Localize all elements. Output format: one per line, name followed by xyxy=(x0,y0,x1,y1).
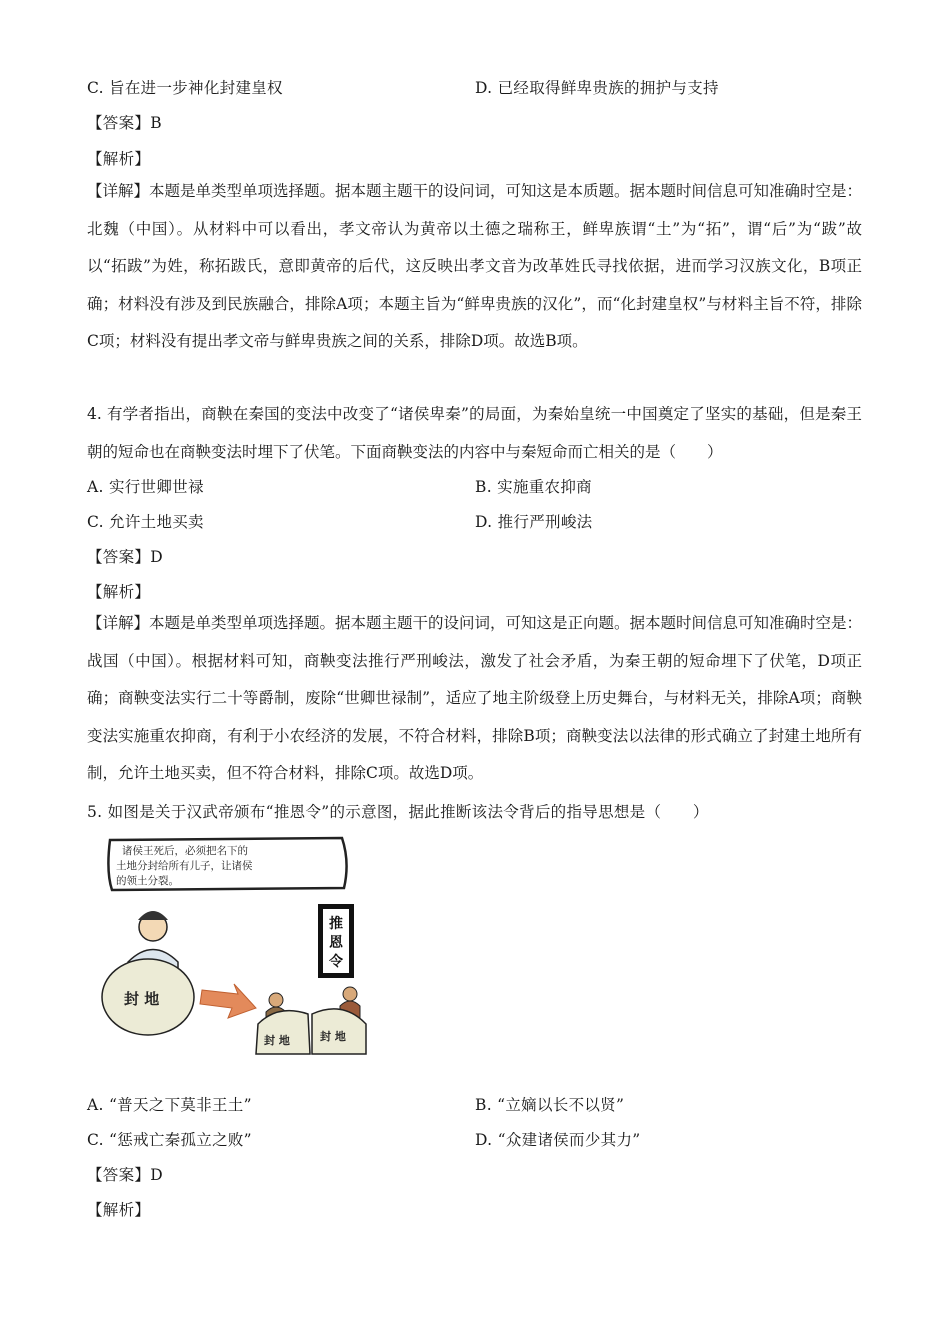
q4-option-c: C. 允许土地买卖 xyxy=(87,513,204,531)
q3-option-d: D. 已经取得鲜卑贵族的拥护与支持 xyxy=(475,79,719,97)
plaque-text: 推恩令 xyxy=(329,916,343,970)
q4-answer: 【答案】D xyxy=(87,548,163,566)
q5-option-a: A. “普天之下莫非王土” xyxy=(87,1096,252,1114)
q5-option-b: B. “立嫡以长不以贤” xyxy=(475,1096,625,1114)
q3-option-c: C. 旨在进一步神化封建皇权 xyxy=(87,79,283,97)
q5-option-d: D. “众建诸侯而少其力” xyxy=(475,1131,641,1149)
q5-analysis-label: 【解析】 xyxy=(87,1201,151,1219)
q5-stem: 5. 如图是关于汉武帝颁布“推恩令”的示意图，据此推断该法令背后的指导思想是（ ） xyxy=(87,803,709,821)
q5-answer: 【答案】D xyxy=(87,1166,163,1184)
q5-option-c: C. “惩戒亡秦孤立之败” xyxy=(87,1131,252,1149)
small-land-left-label: 封 地 xyxy=(264,1034,290,1047)
q4-analysis-label: 【解析】 xyxy=(87,583,151,601)
speech-bubble-text: 诸侯王死后，必须把名下的 土地分封给所有儿子，让诸侯 的领土分裂。 xyxy=(116,845,253,887)
q4-stem: 4. 有学者指出，商鞅在秦国的变法中改变了“诸侯卑秦”的局面，为秦始皇统一中国奠定了坚实的基础，但是秦王朝的短命也在商鞅变法时埋下了伏笔。下面商鞅变法的内容中与秦短命而亡相关的是（ ） xyxy=(87,405,862,461)
q4-option-b: B. 实施重农抑商 xyxy=(475,478,592,496)
q3-answer: 【答案】B xyxy=(87,114,162,132)
q3-detail: 【详解】本题是单类型单项选择题。据本题主题干的设问词，可知这是本质题。据本题时间信息可知准确时空是：北魏（中国）。从材料中可以看出，孝文帝认为黄帝以土德之瑞称王，鲜卑族谓“土”为“拓”，谓“后”为“跋”故以“拓跋”为姓，称拓跋氏，意即黄帝的后代，这反映出孝文音为改革姓氏寻找依据，进而学习汉族文化，B项正确；材料没有涉及到民族融合，排除A项；本题主旨为“鲜卑贵族的汉化”，而“化封建皇权”与材料主旨不符，排除C项；材料没有提出孝文帝与鲜卑贵族之间的关系，排除D项。故选B项。 xyxy=(87,182,863,350)
tuienling-illustration xyxy=(98,832,370,1062)
big-land-label: 封 地 xyxy=(124,990,160,1008)
small-land-left xyxy=(256,1011,310,1054)
q4-option-a: A. 实行世卿世禄 xyxy=(87,478,204,496)
q4-detail: 【详解】本题是单类型单项选择题。据本题主题干的设问词，可知这是正向题。据本题时间信息可知准确时空是：战国（中国）。根据材料可知，商鞅变法推行严刑峻法，激发了社会矛盾，为秦王朝的短命埋下了伏笔，D项正确；商鞅变法实行二十等爵制，废除“世卿世禄制”，适应了地主阶级登上历史舞台，与材料无关，排除A项；商鞅变法实施重农抑商，有利于小农经济的发展，不符合材料，排除B项；商鞅变法以法律的形式确立了封建土地所有制，允许土地买卖，但不符合材料，排除C项。故选D项。 xyxy=(87,614,863,782)
small-land-right-label: 封 地 xyxy=(320,1030,346,1043)
q4-option-d: D. 推行严刑峻法 xyxy=(475,513,593,531)
q3-analysis-label: 【解析】 xyxy=(87,150,151,168)
